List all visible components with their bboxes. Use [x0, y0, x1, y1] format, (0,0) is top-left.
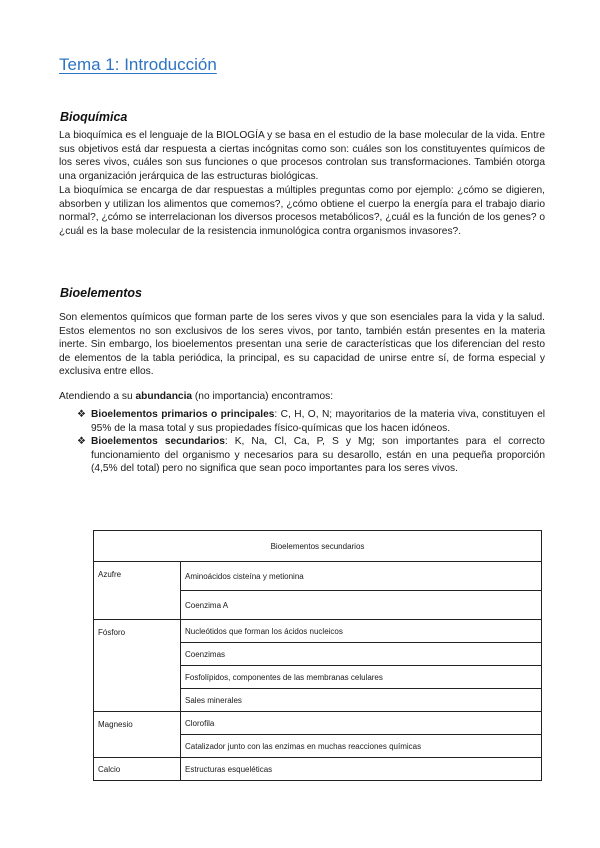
element-cell-calcio: Calcio: [94, 758, 181, 781]
table-cell: Catalizador junto con las enzimas en muchas reacciones químicas: [181, 735, 542, 758]
table-cell: Clorofila: [181, 712, 542, 735]
section-heading-bioelementos: Bioelementos: [60, 286, 142, 300]
bioquimica-paragraph-1: La bioquímica es el lenguaje de la BIOLOGÍA y se basa en el estudio de la base molecular de la vida. Entre sus objetivos está dar respuesta a ciertas incógnitas como son: cuáles son los constituyentes químicos de los seres vivos, cuáles son sus funciones o que procesos controlan sus transformaciones. También otorga una organización jerárquica de las estructuras biológicas.: [59, 130, 545, 182]
abundancia-intro-post: (no importancia) encontramos:: [192, 391, 334, 402]
bioelementos-secundarios-table: [93, 530, 542, 781]
list-item: [77, 435, 545, 476]
table-cell: Estructuras esqueléticas: [181, 758, 542, 781]
diamond-bullet-icon: ❖: [77, 409, 86, 420]
table-cell: Sales minerales: [181, 689, 542, 712]
abundancia-intro-bold: abundancia: [135, 391, 193, 402]
list-item: [77, 408, 545, 435]
section-heading-bioquimica: Bioquímica: [60, 110, 128, 124]
abundancia-intro: [59, 390, 545, 404]
table-cell: Coenzimas: [181, 643, 542, 666]
diamond-bullet-icon: ❖: [77, 436, 86, 448]
element-cell-magnesio: Magnesio: [94, 712, 181, 758]
abundancia-intro-pre: Atendiendo a su: [59, 391, 136, 402]
table-cell: Coenzima A: [181, 591, 542, 620]
bioelementos-list: [77, 408, 545, 476]
table-cell: Fosfolípidos, componentes de las membranas celulares: [181, 666, 542, 689]
bullet-text: : C, H, O, N; mayoritarios de la materia viva, constituyen el 95% de la masa total y sus propiedades físico-químicas que los hacen idóneos.: [91, 409, 545, 434]
bullet-term: Bioelementos secundarios: [91, 436, 225, 448]
page-title: Tema 1: Introducción: [59, 55, 217, 74]
table-header: Bioelementos secundarios: [94, 531, 542, 562]
table-cell: Nucleótidos que forman los ácidos nucleicos: [181, 620, 542, 643]
element-cell-azufre: Azufre: [94, 562, 181, 620]
element-cell-fosforo: Fósforo: [94, 620, 181, 712]
bioelementos-paragraph: Son elementos químicos que forman parte de los seres vivos y que son esenciales para la vida y la salud. Estos elementos no son exclusivos de los seres vivos, por tanto, también están presentes en la materia inerte. Sin embargo, los bioelementos presentan una serie de características que los diferencian del resto de elementos de la tabla periódica, la principal, es su capacidad de unirse entre sí, de forma especial y exclusiva entre ellos.: [59, 312, 545, 378]
table-cell: Aminoácidos cisteína y metionina: [181, 562, 542, 591]
bullet-term: Bioelementos primarios o principales: [91, 409, 275, 420]
bioquimica-paragraph-2: La bioquímica se encarga de dar respuestas a múltiples preguntas como por ejemplo: ¿cómo se digieren, absorben y utilizan los alimentos que comemos?, ¿cómo obtiene el cuerpo la energía para el trabajo diario normal?, ¿cómo se interrelacionan los diversos procesos metabólicos?, ¿cuál es la función de los genes? o ¿cuál es la base molecular de la resistencia inmunológica contra organismos invasores?.: [59, 185, 545, 237]
bullet-text: : K, Na, Cl, Ca, P, S y Mg; son importantes para el correcto funcionamiento del organismo y necesarios para su desarollo, están en una pequeña proporción (4,5% del total) pero no significa que sean poco importantes para los seres vivos.: [91, 436, 545, 475]
